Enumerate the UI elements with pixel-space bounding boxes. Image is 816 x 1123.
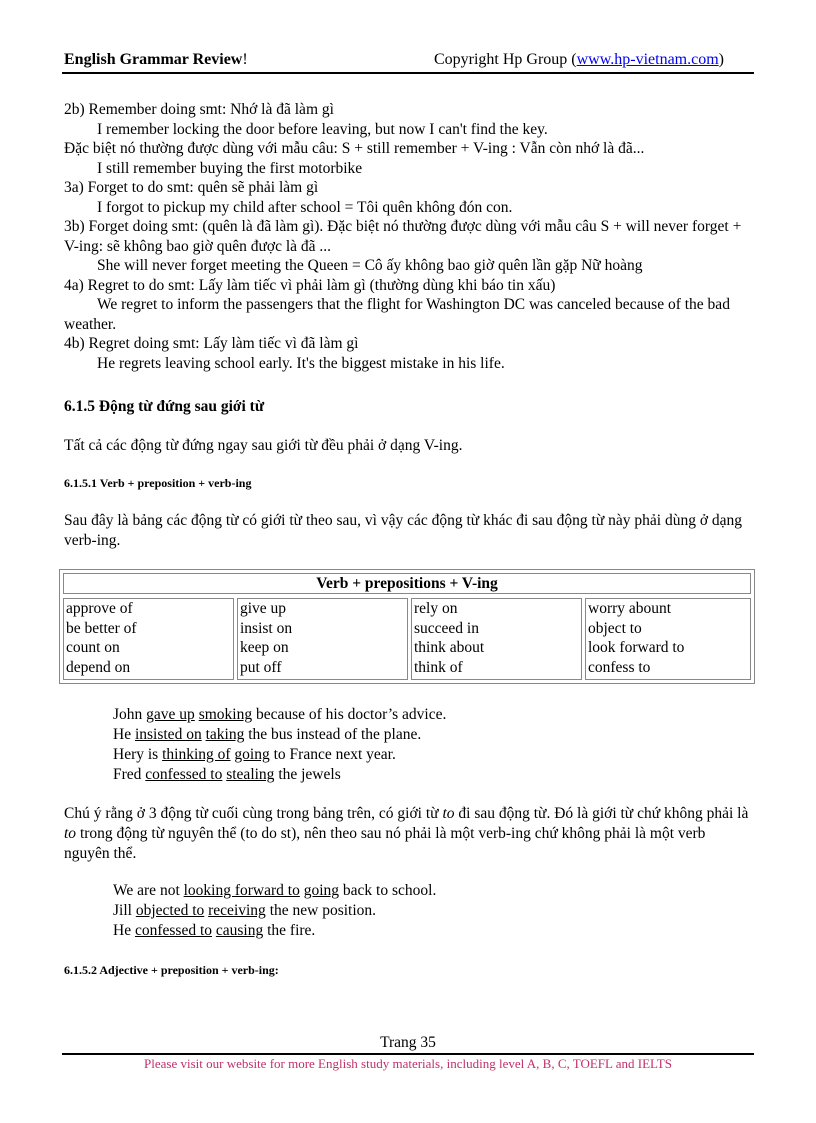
example-text: the fire. (263, 922, 316, 939)
table-cell: confess to (588, 658, 651, 676)
body-line: 2b) Remember doing smt: Nhớ là đã làm gì (64, 101, 334, 118)
example-text: because of his doctor’s advice. (252, 706, 447, 723)
example-text: He (113, 922, 135, 939)
underlined-verb: going (303, 882, 340, 899)
body-line: 3a) Forget to do smt: quên sẽ phải làm gì (64, 179, 319, 196)
example-text: the jewels (274, 766, 341, 783)
example-sentence (113, 765, 446, 785)
table-cell: worry abount (588, 600, 672, 617)
underlined-phrase: thinking of (162, 746, 231, 763)
example-sentence (113, 745, 446, 765)
body-line: He regrets leaving school early. It's the biggest mistake in his life. (97, 354, 505, 372)
table-intro: Sau đây là bảng các động từ có giới từ theo sau, vì vậy các động từ khác đi sau động từ này phải dùng ở dạng verb-ing. (64, 512, 743, 549)
header-copyright (434, 51, 724, 69)
examples-confess-object (113, 881, 436, 941)
table-cell: put off (240, 658, 282, 676)
underlined-phrase: objected to (135, 902, 205, 919)
table-cell: approve of (66, 600, 133, 617)
note-text: Chú ý rằng ở 3 động từ cuối cùng trong bảng trên, có giới từ (64, 805, 443, 822)
table-cell: insist on (240, 619, 293, 637)
example-text: the bus instead of the plane. (244, 726, 422, 743)
underlined-verb: going (234, 746, 270, 763)
table-cell: look forward to (588, 639, 685, 656)
underlined-phrase: gave up (146, 706, 195, 723)
example-text: We are not (113, 882, 184, 899)
underlined-phrase: insisted on (134, 726, 202, 743)
example-text: Fred (113, 766, 146, 783)
table-cell: think about (414, 639, 485, 656)
header-title-bang: ! (242, 51, 248, 68)
example-sentence (113, 725, 446, 745)
example-sentence (113, 901, 436, 921)
table-cell: be better of (66, 619, 137, 637)
body-line: I still remember buying the first motorbike (97, 159, 363, 177)
table-header: Verb + prepositions + V-ing (63, 573, 751, 594)
example-text: John (113, 706, 147, 723)
table-cell: depend on (66, 658, 131, 676)
underlined-phrase: confessed to (134, 922, 212, 939)
example-sentence (113, 881, 436, 901)
examples-verb-preposition (113, 705, 446, 785)
example-text: Jill (113, 902, 136, 919)
example-text: Hery is (113, 746, 163, 763)
body-text (64, 100, 764, 373)
body-line: 4b) Regret doing smt: Lấy làm tiếc vì đã làm gì (64, 335, 359, 352)
header-title (64, 51, 248, 69)
section-heading: 6.1.5 Động từ đứng sau giới từ (64, 398, 265, 415)
table-column-4 (585, 598, 751, 680)
underlined-verb: receiving (208, 902, 266, 919)
example-text: the new position. (265, 902, 377, 919)
body-line: I forgot to pickup my child after school = Tôi quên không đón con. (97, 198, 513, 216)
note-text: trong động từ nguyên thể (to do st), nên theo sau nó phải là một verb-ing chứ không phải là một verb nguyên thể. (64, 825, 706, 862)
example-text: back to school. (339, 882, 437, 899)
underlined-verb: causing (215, 922, 264, 939)
subsection-heading-2: 6.1.5.2 Adjective + preposition + verb-ing: (64, 963, 279, 977)
header-title-text: English Grammar Review (64, 51, 243, 68)
table-cell: keep on (240, 639, 289, 656)
example-sentence (113, 921, 436, 941)
underlined-verb: stealing (226, 766, 275, 783)
table-column-1 (63, 598, 234, 680)
page-number: Trang 35 (380, 1034, 436, 1051)
table-cell: rely on (414, 600, 458, 617)
section-intro: Tất cả các động từ đứng ngay sau giới từ đều phải ở dạng V-ing. (64, 437, 463, 454)
note-text: đi sau động từ. Đó là giới từ chứ không phải là (454, 805, 749, 822)
footer-rule (62, 1053, 754, 1055)
verb-preposition-table (59, 569, 755, 684)
body-line: 3b) Forget doing smt: (quên là đã làm gì). Đặc biệt nó thường được dùng với mẫu câu S + will never forget + V-ing: sẽ không bao giờ quên được là đã ... (64, 218, 742, 255)
table-cell: object to (588, 619, 642, 637)
table-cell: succeed in (414, 619, 479, 637)
copyright-suffix: ) (718, 51, 724, 68)
copyright-prefix: Copyright Hp Group ( (433, 51, 577, 68)
underlined-verb: taking (205, 726, 245, 743)
table-cell: give up (240, 600, 287, 617)
table-column-2 (237, 598, 408, 680)
body-line: 4a) Regret to do smt: Lấy làm tiếc vì phải làm gì (thường dùng khi báo tin xấu) (64, 276, 556, 294)
body-line: We regret to inform the passengers that the flight for Washington DC was canceled because of the bad weather. (64, 296, 730, 333)
example-text: to France next year. (269, 746, 396, 763)
table-cell: count on (66, 639, 120, 656)
website-link[interactable]: www.hp-vietnam.com (576, 51, 719, 68)
footer-note: Please visit our website for more English study materials, including level A, B, C, TOEFL and IELTS (144, 1056, 672, 1071)
underlined-verb: smoking (198, 706, 253, 723)
header-rule (62, 72, 754, 74)
subsection-heading: 6.1.5.1 Verb + preposition + verb-ing (64, 476, 252, 490)
table-column-3 (411, 598, 582, 680)
note-italic-to: to (442, 805, 455, 822)
body-line: Đặc biệt nó thường được dùng với mẫu câu: S + still remember + V-ing : Vẫn còn nhớ là đã... (64, 140, 645, 157)
body-line: She will never forget meeting the Queen = Cô ấy không bao giờ quên lần gặp Nữ hoàng (97, 257, 643, 274)
example-sentence (113, 705, 446, 725)
note-paragraph (64, 804, 754, 864)
body-line: I remember locking the door before leaving, but now I can't find the key. (97, 120, 548, 138)
underlined-phrase: confessed to (145, 766, 223, 783)
underlined-phrase: looking forward to (183, 882, 300, 899)
note-italic-to: to (64, 825, 77, 842)
example-text: He (113, 726, 135, 743)
table-cell: think of (414, 658, 463, 676)
